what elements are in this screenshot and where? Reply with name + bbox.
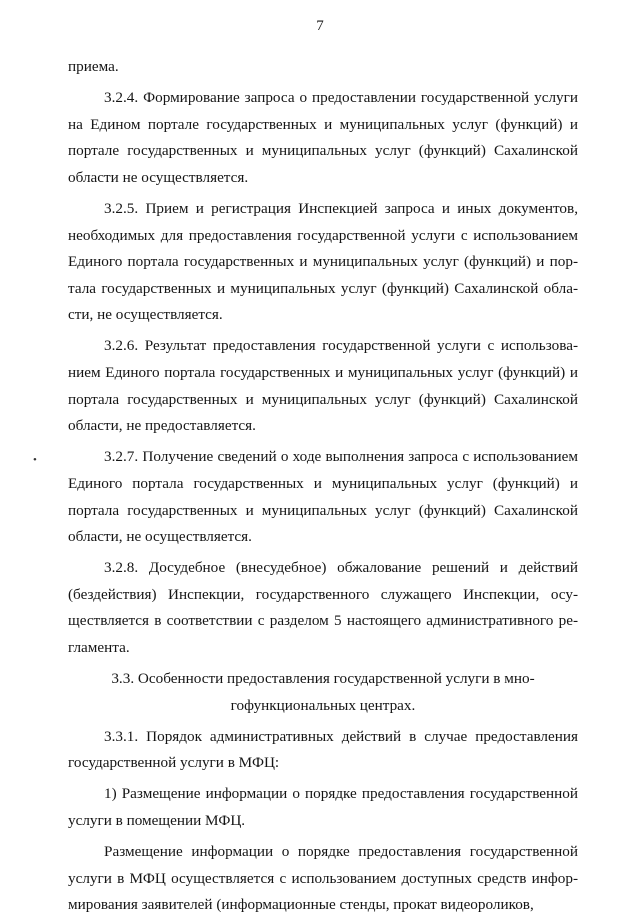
paragraph-3-2-5: 3.2.5. Прием и регистрация Инспекцией запроса и иных документов, необходимых для предоставления государственной услуги с использованием Единого портала государственных и муниципальных услуг (функций) и портала государственных и муниципальных услуг (функций) Сахалинской области, не осуществляется. xyxy=(68,199,578,324)
paragraph-3-3-1: 3.3.1. Порядок административных действий в случае предоставления государственной услуги в МФЦ: xyxy=(68,727,578,772)
paragraph-continuation: приема. xyxy=(68,58,119,75)
section-heading-line-2: гофункциональных центрах. xyxy=(230,696,416,714)
paragraph-3-2-4: 3.2.4. Формирование запроса о предоставлении государственной услуги на Едином портале государственных и муниципальных услуг (функций) и портале государственных и муниципальных услуг (функций) Сахалинской области не осуществляется. xyxy=(68,89,578,186)
paragraph-3-2-7: 3.2.7. Получение сведений о ходе выполнения запроса с использованием Единого портала государственных и муниципальных услуг (функций) и портала государственных и муниципальных услуг (функций) Сахалинской области, не осуществляется. xyxy=(68,448,578,546)
paragraph-3-2-6: 3.2.6. Результат предоставления государственной услуги с использованием Единого портала государственных и муниципальных услуг (функций) и портала государственных и муниципальных услуг (функций) Сахалинской области, не предоставляется. xyxy=(68,337,578,435)
section-heading-3-3 xyxy=(68,666,578,719)
page-number: 7 xyxy=(316,18,324,34)
section-heading-line-1: 3.3. Особенности предоставления государственной услуги в мно- xyxy=(111,670,535,688)
paragraph-3-2-8: 3.2.8. Досудебное (внесудебное) обжалование решений и действий (бездействия) Инспекции, государственного служащего Инспекции, осуществляется в соответствии с разделом 5 настоящего административного регламента. xyxy=(68,559,578,656)
paragraph-info-placement: Размещение информации о порядке предоставления государственной услуги в МФЦ осуществляется с использованием доступных средств информирования заявителей (информационные стенды, прокат видеороликов, xyxy=(68,843,578,914)
scan-speck: • xyxy=(33,454,37,466)
document-body xyxy=(68,54,578,923)
paragraph-item-1: 1) Размещение информации о порядке предоставления государственной услуги в помещении МФЦ. xyxy=(68,785,578,830)
